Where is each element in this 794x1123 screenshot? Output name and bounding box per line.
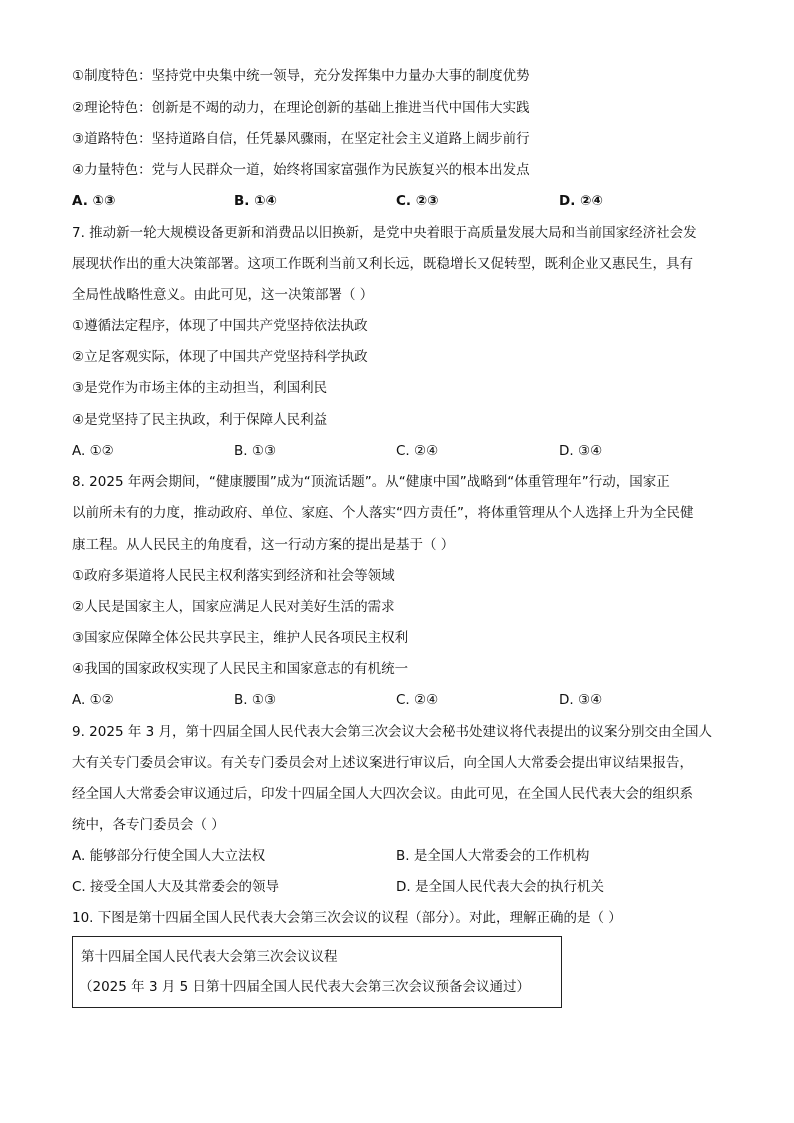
q9-option-c[interactable]: C. 接受全国人大及其常委会的领导 [72,879,280,895]
q6-item-1: ①制度特色：坚持党中央集中统一领导，充分发挥集中力量办大事的制度优势 [72,68,530,84]
q6-item-4: ④力量特色：党与人民群众一道，始终将国家富强作为民族复兴的根本出发点 [72,162,530,178]
q7-stem-line-2: 展现状作出的重大决策部署。这项工作既利当前又利长远，既稳增长又促转型，既利企业又惠民生，具有 [72,256,693,272]
q9-option-d[interactable]: D. 是全国人民代表大会的执行机关 [396,879,604,895]
q9-stem-line-2: 大有关专门委员会审议。有关专门委员会对上述议案进行审议后，向全国人大常委会提出审议结果报告， [72,755,693,771]
q7-item-2: ②立足客观实际，体现了中国共产党坚持科学执政 [72,349,368,365]
q9-option-b[interactable]: B. 是全国人大常委会的工作机构 [396,848,590,864]
q8-options [72,690,722,710]
q9-stem-line-3: 经全国人大常委会审议通过后，印发十四届全国人大四次会议。由此可见，在全国人民代表大会的组织系 [72,786,693,802]
q8-item-4: ④我国的国家政权实现了人民民主和国家意志的有机统一 [72,661,409,677]
q8-stem-line-2: 以前所未有的力度，推动政府、单位、家庭、个人落实“四方责任”，将体重管理从个人选择上升为全民健 [72,505,694,521]
q6-options [72,191,722,211]
q7-stem-line-1: 7. 推动新一轮大规模设备更新和消费品以旧换新，是党中央着眼于高质量发展大局和当前国家经济社会发 [72,225,697,241]
q7-option-a[interactable]: A. ①② [72,443,114,459]
q10-stem: 10. 下图是第十四届全国人民代表大会第三次会议的议程（部分）。对此，理解正确的是（ ） [72,910,622,926]
q9-options-row-1 [72,846,722,866]
q7-options [72,441,722,461]
q9-option-a[interactable]: A. 能够部分行使全国人大立法权 [72,848,266,864]
q7-stem-line-3: 全局性战略性意义。由此可见，这一决策部署（ ） [72,287,374,303]
q6-option-d[interactable]: D. ②④ [559,193,603,209]
q7-option-c[interactable]: C. ②④ [396,443,439,459]
agenda-title: 第十四届全国人民代表大会第三次会议议程 [81,949,338,965]
q6-option-c[interactable]: C. ②③ [396,193,439,209]
q8-stem-line-1: 8. 2025 年两会期间，“健康腰围”成为“顶流话题”。从“健康中国”战略到“体重管理年”行动，国家正 [72,474,670,490]
q6-item-3: ③道路特色：坚持道路自信，任凭暴风骤雨，在坚定社会主义道路上阔步前行 [72,131,530,147]
q7-item-4: ④是党坚持了民主执政，利于保障人民利益 [72,412,328,428]
q8-item-3: ③国家应保障全体公民共享民主，维护人民各项民主权利 [72,630,409,646]
q6-item-2: ②理论特色：创新是不竭的动力，在理论创新的基础上推进当代中国伟大实践 [72,100,530,116]
q8-item-2: ②人民是国家主人，国家应满足人民对美好生活的需求 [72,599,395,615]
q7-item-3: ③是党作为市场主体的主动担当，利国利民 [72,380,328,396]
q6-option-b[interactable]: B. ①④ [234,193,277,209]
q8-option-c[interactable]: C. ②④ [396,692,439,708]
q8-item-1: ①政府多渠道将人民民主权利落实到经济和社会等领域 [72,568,395,584]
agenda-box [72,936,562,1008]
q8-option-d[interactable]: D. ③④ [559,692,603,708]
q8-option-b[interactable]: B. ①③ [234,692,277,708]
q7-option-d[interactable]: D. ③④ [559,443,603,459]
q9-options-row-2 [72,877,722,897]
q9-stem-line-1: 9. 2025 年 3 月，第十四届全国人民代表大会第三次会议大会秘书处建议将代表提出的议案分别交由全国人 [72,724,712,740]
q7-item-1: ①遵循法定程序，体现了中国共产党坚持依法执政 [72,318,368,334]
q7-option-b[interactable]: B. ①③ [234,443,277,459]
q6-option-a[interactable]: A. ①③ [72,193,116,209]
q9-stem-line-4: 统中，各专门委员会（ ） [72,817,225,833]
q8-stem-line-3: 康工程。从人民民主的角度看，这一行动方案的提出是基于（ ） [72,537,455,553]
agenda-subtitle: （2025 年 3 月 5 日第十四届全国人民代表大会第三次会议预备会议通过） [79,979,530,995]
q8-option-a[interactable]: A. ①② [72,692,114,708]
